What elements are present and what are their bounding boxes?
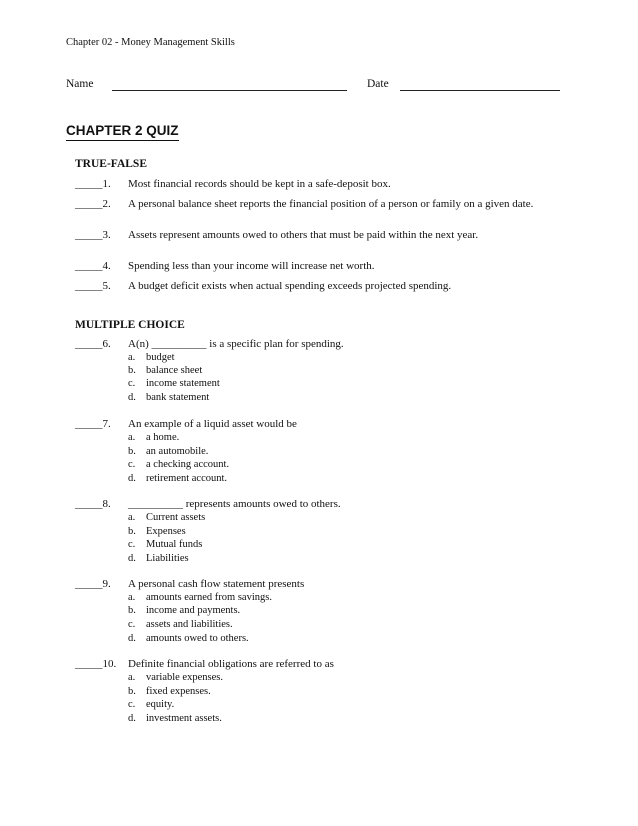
option-10c — [128, 698, 174, 712]
option-letter: d. — [128, 633, 136, 644]
option-8a — [128, 511, 205, 525]
question-number: _____2. — [75, 198, 111, 210]
question-number: _____3. — [75, 229, 111, 241]
option-letter: b. — [128, 686, 136, 697]
option-letter: c. — [128, 699, 136, 710]
question-text: Most financial records should be kept in a safe-deposit box. — [128, 178, 391, 190]
option-letter: a. — [128, 512, 136, 523]
option-9b — [128, 604, 240, 618]
question-number: _____1. — [75, 178, 111, 190]
option-text: Mutual funds — [146, 539, 203, 550]
option-9c — [128, 618, 233, 632]
date-blank-line[interactable] — [400, 90, 560, 91]
option-letter: a. — [128, 672, 136, 683]
question-text: __________ represents amounts owed to others. — [128, 498, 341, 510]
option-letter: d. — [128, 392, 136, 403]
option-text: equity. — [146, 699, 175, 710]
name-date-row — [66, 78, 566, 94]
option-text: an automobile. — [146, 446, 209, 457]
option-letter: b. — [128, 446, 136, 457]
option-text: a checking account. — [146, 459, 230, 470]
option-7b — [128, 445, 208, 459]
question-text: A budget deficit exists when actual spending exceeds projected spending. — [128, 280, 452, 292]
option-letter: c. — [128, 539, 136, 550]
question-number: _____10. — [75, 658, 117, 670]
option-letter: b. — [128, 605, 136, 616]
option-letter: b. — [128, 365, 136, 376]
option-text: fixed expenses. — [146, 686, 211, 697]
option-7d — [128, 472, 227, 486]
question-number: _____5. — [75, 280, 111, 292]
option-text: variable expenses. — [146, 672, 223, 683]
option-7a — [128, 431, 179, 445]
option-10a — [128, 671, 223, 685]
option-8b — [128, 525, 186, 539]
option-text: a home. — [146, 432, 180, 443]
option-letter: c. — [128, 378, 136, 389]
question-number: _____9. — [75, 578, 111, 590]
option-10b — [128, 685, 211, 699]
option-text: Liabilities — [146, 553, 189, 564]
option-letter: a. — [128, 352, 136, 363]
true-false-heading: TRUE-FALSE — [75, 158, 147, 170]
option-8c — [128, 538, 202, 552]
option-letter: c. — [128, 459, 136, 470]
name-label: Name — [66, 78, 94, 90]
name-blank-line[interactable] — [112, 90, 347, 91]
option-7c — [128, 458, 229, 472]
option-letter: a. — [128, 592, 136, 603]
question-number: _____7. — [75, 418, 111, 430]
running-header: Chapter 02 - Money Management Skills — [66, 37, 235, 48]
date-label: Date — [367, 78, 389, 90]
option-text: Expenses — [146, 526, 186, 537]
option-text: balance sheet — [146, 365, 203, 376]
option-9a — [128, 591, 272, 605]
question-text: Spending less than your income will increase net worth. — [128, 260, 375, 272]
question-text: Definite financial obligations are referred to as — [128, 658, 334, 670]
question-text: Assets represent amounts owed to others that must be paid within the next year. — [128, 229, 479, 241]
question-number: _____6. — [75, 338, 111, 350]
option-text: retirement account. — [146, 473, 228, 484]
option-8d — [128, 552, 189, 566]
option-letter: a. — [128, 432, 136, 443]
question-number: _____8. — [75, 498, 111, 510]
option-letter: d. — [128, 473, 136, 484]
option-text: income and payments. — [146, 605, 241, 616]
option-text: Current assets — [146, 512, 206, 523]
option-text: investment assets. — [146, 713, 222, 724]
option-text: income statement — [146, 378, 220, 389]
option-10d — [128, 712, 222, 726]
question-text: A(n) __________ is a specific plan for spending. — [128, 338, 344, 350]
question-number: _____4. — [75, 260, 111, 272]
option-6c — [128, 377, 220, 391]
option-6a — [128, 351, 175, 365]
option-9d — [128, 632, 249, 646]
multiple-choice-heading: MULTIPLE CHOICE — [75, 319, 185, 331]
question-text: A personal balance sheet reports the financial position of a person or family on a given date. — [128, 198, 534, 210]
option-6b — [128, 364, 202, 378]
option-letter: b. — [128, 526, 136, 537]
option-text: budget — [146, 352, 175, 363]
option-text: amounts owed to others. — [146, 633, 249, 644]
option-text: assets and liabilities. — [146, 619, 233, 630]
option-text: amounts earned from savings. — [146, 592, 272, 603]
question-text: An example of a liquid asset would be — [128, 418, 297, 430]
option-letter: d. — [128, 713, 136, 724]
option-6d — [128, 391, 209, 405]
option-letter: d. — [128, 553, 136, 564]
option-text: bank statement — [146, 392, 210, 403]
chapter-title: CHAPTER 2 QUIZ — [66, 123, 179, 141]
option-letter: c. — [128, 619, 136, 630]
question-text: A personal cash flow statement presents — [128, 578, 305, 590]
